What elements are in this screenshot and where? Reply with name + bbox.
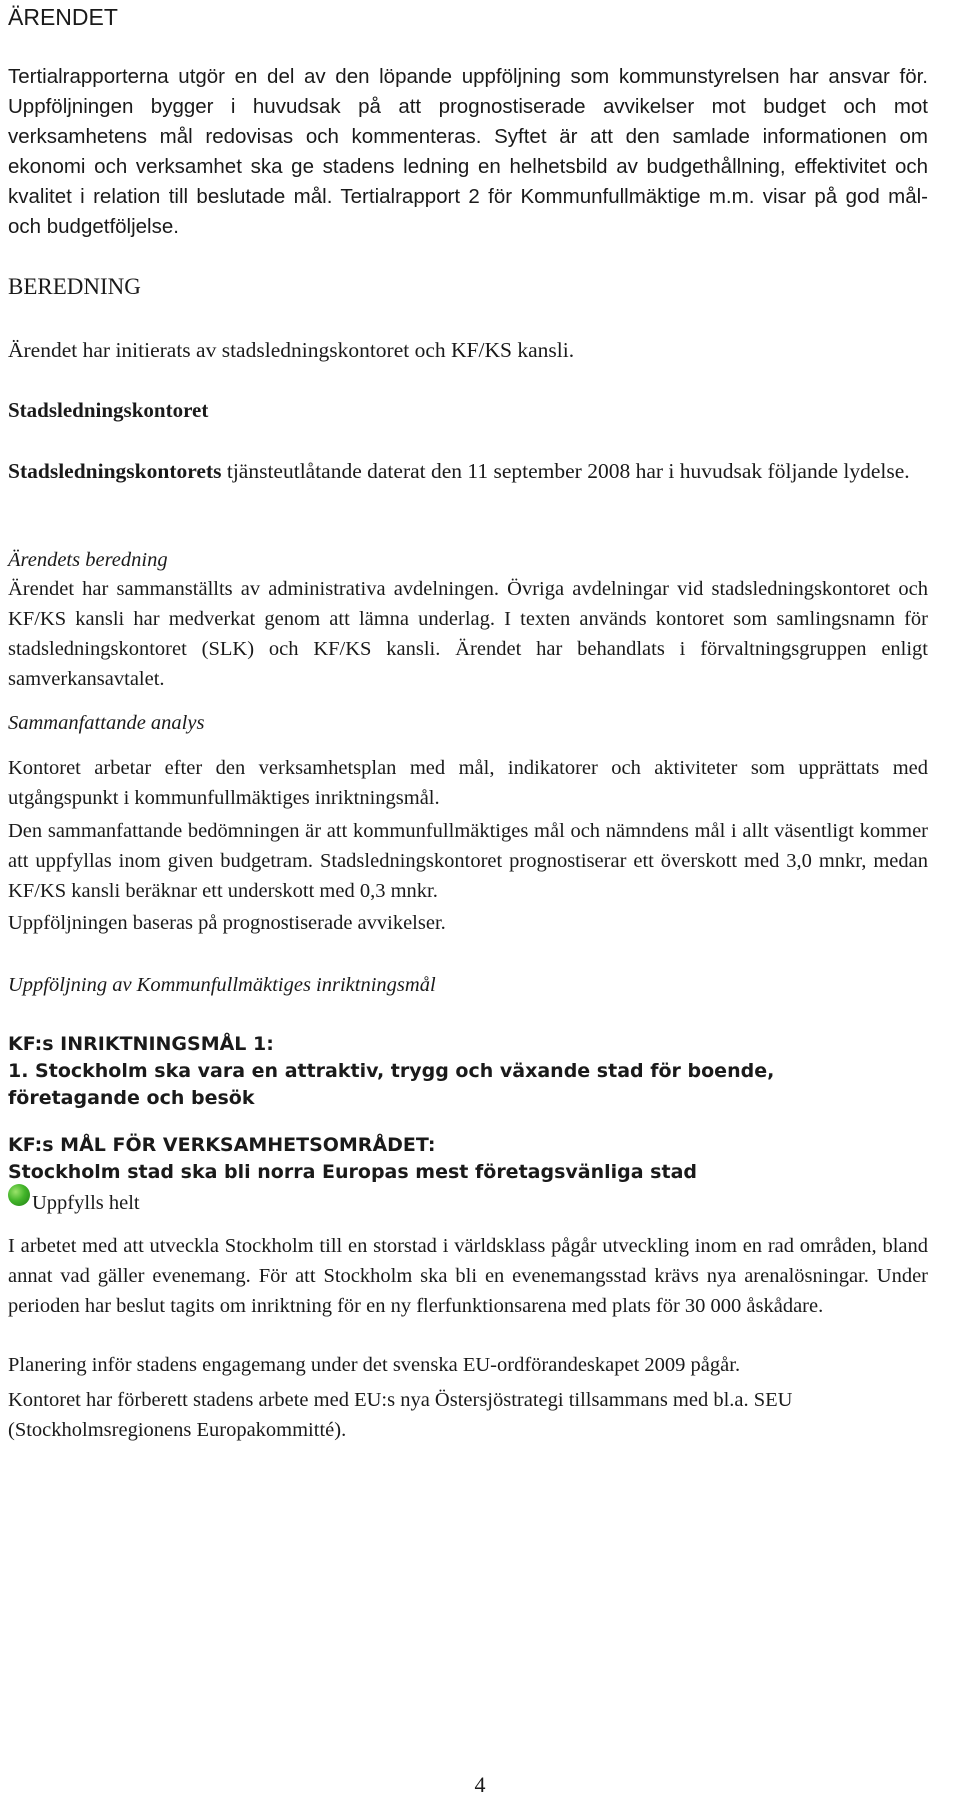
paragraph-sammanfattande-3: Uppföljningen baseras på prognostiserade avvikelser. — [8, 912, 446, 934]
status-label: Uppfylls helt — [32, 1192, 140, 1214]
paragraph-sammanfattande-1: Kontoret arbetar efter den verksamhetsplan med mål, indikatorer och aktiviteter som upprättats med utgångspunkt i kommunfullmäktiges inriktningsmål. — [8, 757, 928, 809]
status-row — [8, 1188, 928, 1218]
kf-inriktningsmal-label: KF:s INRIKTNINGSMÅL 1: — [8, 1033, 274, 1055]
paragraph-arendets-beredning: Ärendet har sammanställts av administrativa avdelningen. Övriga avdelningar vid stadsledningskontoret och KF/KS kansli har medverkat genom att lämna underlag. I texten används kontoret som samlingsnamn för stadsledningskontoret (SLK) och KF/KS kansli. Ärendet har behandlats i förvaltningsgruppen enligt samverkansavtalet. — [8, 578, 928, 690]
heading-arendet: ÄRENDET — [8, 4, 118, 30]
paragraph-status-2: Planering inför stadens engagemang under det svenska EU-ordförandeskapet 2009 pågår. — [8, 1354, 741, 1376]
heading-sammanfattande-analys: Sammanfattande analys — [8, 712, 205, 734]
paragraph-status-3: Kontoret har förberett stadens arbete med EU:s nya Östersjöstrategi tillsammans med bl.a. SEU (Stockholmsregionens Europakommitté). — [8, 1389, 793, 1441]
slk-bold-label: Stadsledningskontorets — [8, 459, 222, 483]
paragraph-beredning: Ärendet har initierats av stadsledningskontoret och KF/KS kansli. — [8, 338, 575, 362]
kf-inriktningsmal-text: 1. Stockholm ska vara en attraktiv, trygg och växande stad för boende, företagande och besök — [8, 1060, 775, 1109]
heading-arendets-beredning: Ärendets beredning — [8, 549, 168, 571]
kf-mal-label: KF:s MÅL FÖR VERKSAMHETSOMRÅDET: — [8, 1134, 436, 1156]
paragraph-arendet: Tertialrapporterna utgör en del av den löpande uppföljning som kommunstyrelsen har ansvar för. Uppföljningen bygger i huvudsak på att prognostiserade avvikelser mot budget och mot verksamhetens mål redovisas och kommenteras. Syftet är att den samlade informationen om ekonomi och verksamhet ska ge stadens ledning en helhetsbild av budgethållning, effektivitet och kvalitet i relation till beslutade mål. Tertialrapport 2 för Kommunfullmäktige m.m. visar på god mål- och budgetföljelse. — [8, 65, 928, 238]
slk-rest-text: tjänsteutlåtande daterat den 11 september 2008 har i huvudsak följande lydelse. — [221, 459, 910, 483]
kf-mal-text: Stockholm stad ska bli norra Europas mest företagsvänliga stad — [8, 1161, 697, 1183]
status-green-dot-icon — [8, 1184, 30, 1206]
page-number: 4 — [474, 1772, 486, 1797]
heading-stadsledningskontoret: Stadsledningskontoret — [8, 398, 209, 422]
paragraph-stadsledningskontoret — [8, 456, 928, 486]
paragraph-status-1: I arbetet med att utveckla Stockholm till en storstad i världsklass pågår utveckling inom en rad områden, bland annat vad gäller evenemang. För att Stockholm ska bli en evenemangsstad krävs nya arenalösningar. Under perioden har beslut tagits om inriktning för en ny flerfunktionsarena med plats för 30 000 åskådare. — [8, 1235, 928, 1317]
heading-beredning: BEREDNING — [8, 274, 141, 299]
paragraph-sammanfattande-2: Den sammanfattande bedömningen är att kommunfullmäktiges mål och nämndens mål i allt väsentligt kommer att uppfyllas inom given budgetram. Stadsledningskontoret prognostiserar ett överskott med 3,0 mnkr, medan KF/KS kansli beräknar ett underskott med 0,3 mnkr. — [8, 820, 928, 902]
heading-uppfoljning: Uppföljning av Kommunfullmäktiges inriktningsmål — [8, 974, 436, 996]
